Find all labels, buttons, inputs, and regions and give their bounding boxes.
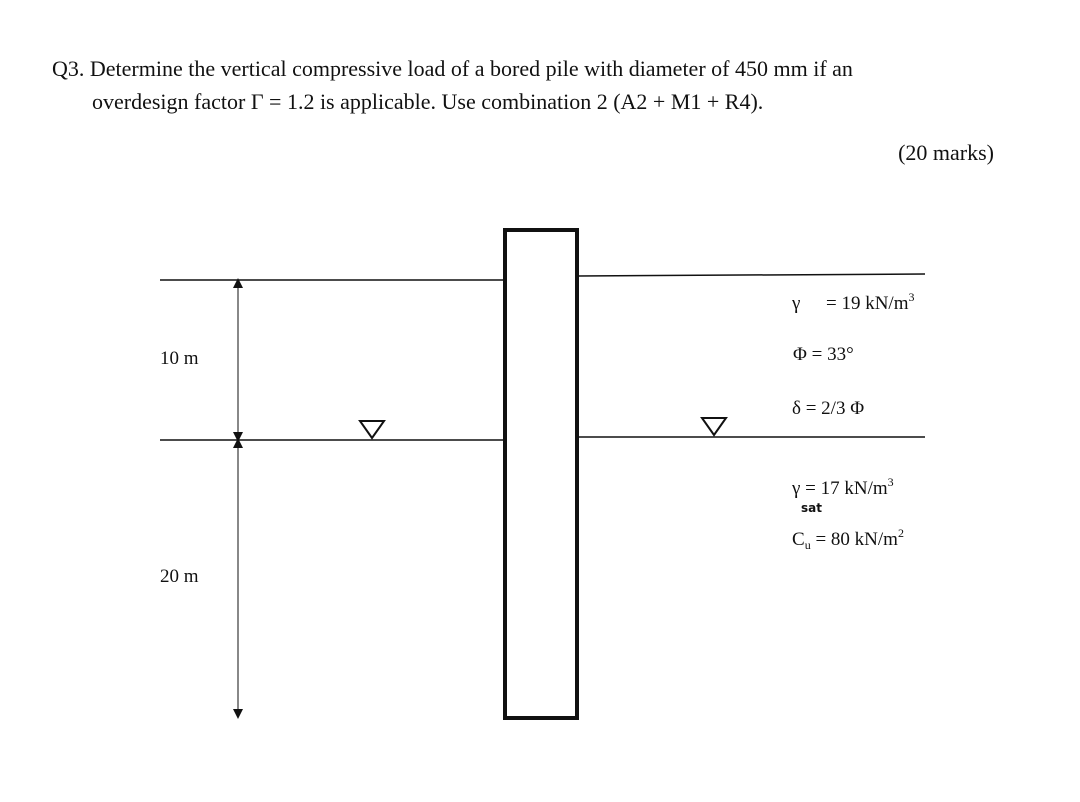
question-line-1: Q3. Determine the vertical compressive load of a bored pile with diameter of 450 mm if an <box>52 56 853 81</box>
gamma-sat-exponent: 3 <box>887 475 894 489</box>
gamma-symbol: γ <box>792 293 801 314</box>
sat-subscript: sat <box>801 501 822 515</box>
cu-subscript: u <box>804 538 811 552</box>
dimension-label-20m: 20 m <box>160 566 199 587</box>
layer2-undrained-cohesion <box>792 526 904 552</box>
question-line-2: overdesign factor Γ = 1.2 is applicable. Use combination 2 (A2 + M1 + R4). <box>92 89 764 114</box>
water-table-symbol-right <box>702 418 726 435</box>
water-table-symbol-left <box>360 421 384 438</box>
layer1-unit-weight <box>791 290 915 314</box>
layer2-saturated-unit-weight <box>791 475 894 499</box>
marks-label: (20 marks) <box>898 140 994 165</box>
cu-exponent: 2 <box>897 526 904 540</box>
cu-value: = 80 kN/m <box>810 529 898 550</box>
cu-symbol: C <box>792 529 805 550</box>
ground-line-right <box>578 274 925 276</box>
gamma-sat-value: γ = 17 kN/m <box>792 478 888 499</box>
layer1-friction-angle: Φ = 33° <box>793 344 854 365</box>
layer1-wall-friction: δ = 2/3 Φ <box>792 398 865 419</box>
dimension-label-10m: 10 m <box>160 348 199 369</box>
gamma-exponent: 3 <box>908 290 915 304</box>
gamma-value: = 19 kN/m <box>826 293 909 314</box>
bored-pile <box>505 230 577 718</box>
